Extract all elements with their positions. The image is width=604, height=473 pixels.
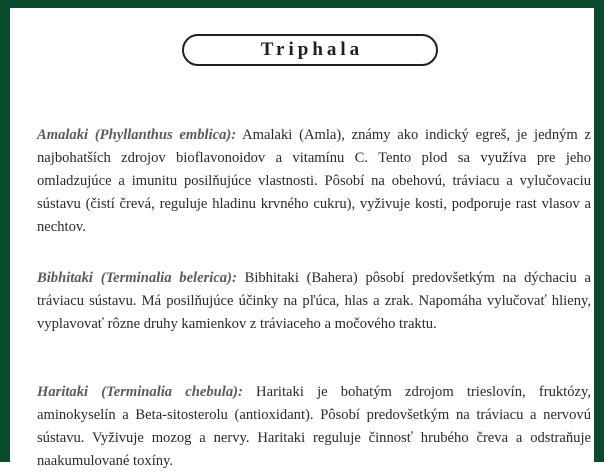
section-term: Bibhitaki (Terminalia belerica): — [37, 270, 237, 286]
section-bibhitaki — [37, 267, 591, 336]
section-text: Haritaki je bohatým zdrojom trieslovín, fruktózy, aminokyselín a Beta-sitosterolu (antioxidant). Pôsobí predovšetkým na tráviacu a nervovú sústavu. Vyživuje mozog a nervy. Haritaki reguluje činnosť hrubého čreva a odstraňuje naakumulované toxíny. — [37, 384, 591, 469]
section-term: Amalaki (Phyllanthus emblica): — [37, 127, 237, 143]
section-haritaki — [37, 381, 591, 473]
section-text: Amalaki (Amla), známy ako indický egreš, je jedným z najbohatších zdrojov bioflavonoidov a vitamínu C. Tento plod sa využíva pre jeho omladzujúce a imunitu posilňujúce vlastnosti. Pôsobí na obehovú, tráviacu a vylučovaciu sústavu (čistí črevá, reguluje hladinu krvného cukru), vyživuje kosti, podporuje rast vlasov a nechtov. — [37, 127, 592, 235]
section-amalaki — [37, 124, 591, 239]
section-term: Haritaki (Terminalia chebula): — [37, 384, 243, 400]
title-box — [182, 34, 438, 66]
section-text: Bibhitaki (Bahera) pôsobí predovšetkým na dýchaciu a tráviacu sústavu. Má posilňujúce účinky na pľúca, hlas a zrak. Napomáha vylučovať hlieny, vyplavovať rôzne druhy kamienkov z tráviaceho a močového traktu. — [37, 270, 592, 332]
page-title: Triphala — [260, 39, 364, 60]
